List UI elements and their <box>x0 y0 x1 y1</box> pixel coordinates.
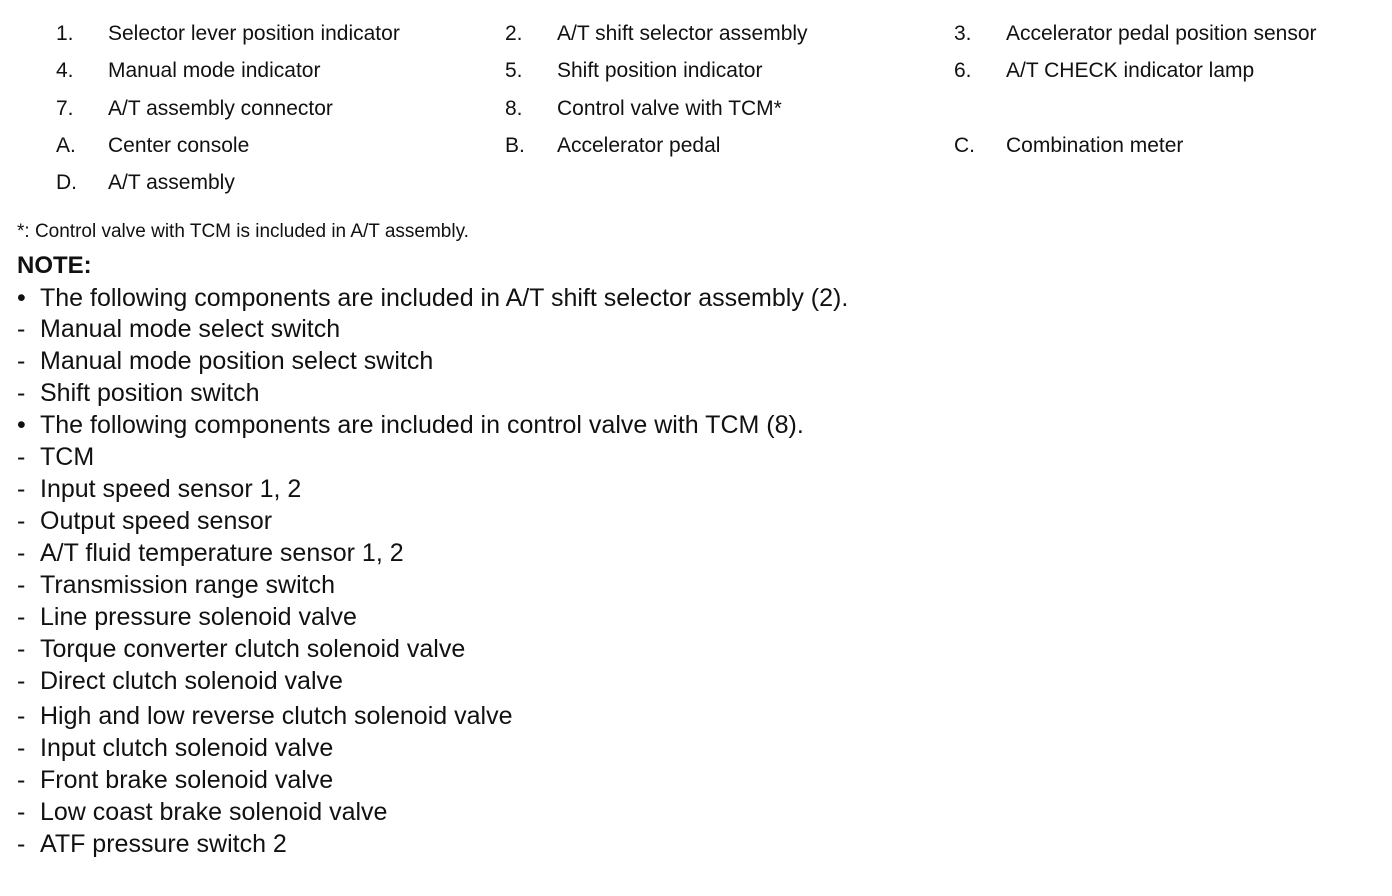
note-text: Shift position switch <box>40 379 260 407</box>
legend-key: 1. <box>56 22 74 45</box>
legend-key: 7. <box>56 97 74 120</box>
note-text: Input clutch solenoid valve <box>40 734 334 762</box>
note-text: The following components are included in control valve with TCM (8). <box>40 411 804 439</box>
legend-key: 8. <box>505 97 523 120</box>
legend-key: 6. <box>954 59 972 82</box>
legend-key: B. <box>505 134 525 157</box>
dash-marker: - <box>17 539 26 567</box>
legend-key: 2. <box>505 22 523 45</box>
note-text: Transmission range switch <box>40 571 336 599</box>
dash-marker: - <box>17 379 26 407</box>
legend-text: A/T assembly connector <box>108 97 333 120</box>
dash-marker: - <box>17 443 26 471</box>
note-text: Output speed sensor <box>40 507 273 535</box>
note-text: Low coast brake solenoid valve <box>40 798 388 826</box>
legend-text: Accelerator pedal position sensor <box>1006 22 1317 45</box>
legend-key: 4. <box>56 59 74 82</box>
dash-marker: - <box>17 347 26 375</box>
note-heading: NOTE: <box>17 252 92 279</box>
note-text: Input speed sensor 1, 2 <box>40 475 302 503</box>
legend-text: Combination meter <box>1006 134 1184 157</box>
note-text: The following components are included in A/T shift selector assembly (2). <box>40 284 849 312</box>
footnote: *: Control valve with TCM is included in A/T assembly. <box>17 221 469 242</box>
legend-text: A/T CHECK indicator lamp <box>1006 59 1255 82</box>
legend-text: Accelerator pedal <box>557 134 721 157</box>
component-legend <box>0 0 1392 205</box>
dash-marker: - <box>17 830 26 858</box>
dash-marker: - <box>17 702 26 730</box>
legend-key: D. <box>56 171 77 194</box>
dash-marker: - <box>17 603 26 631</box>
dash-marker: - <box>17 635 26 663</box>
legend-key: C. <box>954 134 975 157</box>
dash-marker: - <box>17 571 26 599</box>
dash-marker: - <box>17 734 26 762</box>
legend-text: Shift position indicator <box>557 59 763 82</box>
legend-text: Manual mode indicator <box>108 59 321 82</box>
dash-marker: - <box>17 475 26 503</box>
legend-text: Selector lever position indicator <box>108 22 400 45</box>
bullet-marker: • <box>17 411 26 439</box>
note-text: A/T fluid temperature sensor 1, 2 <box>40 539 404 567</box>
note-text: TCM <box>40 443 95 471</box>
dash-marker: - <box>17 766 26 794</box>
legend-text: Control valve with TCM* <box>557 97 782 120</box>
bullet-marker: • <box>17 284 26 312</box>
legend-text: A/T shift selector assembly <box>557 22 808 45</box>
dash-marker: - <box>17 798 26 826</box>
note-text: Torque converter clutch solenoid valve <box>40 635 466 663</box>
note-text: High and low reverse clutch solenoid valve <box>40 702 513 730</box>
legend-text: A/T assembly <box>108 171 235 194</box>
dash-marker: - <box>17 667 26 695</box>
legend-text: Center console <box>108 134 250 157</box>
note-text: Front brake solenoid valve <box>40 766 334 794</box>
note-text: Manual mode position select switch <box>40 347 434 375</box>
note-text: Direct clutch solenoid valve <box>40 667 343 695</box>
dash-marker: - <box>17 315 26 343</box>
legend-key: 3. <box>954 22 972 45</box>
legend-key: 5. <box>505 59 523 82</box>
note-text: Line pressure solenoid valve <box>40 603 357 631</box>
note-text: ATF pressure switch 2 <box>40 830 287 858</box>
note-text: Manual mode select switch <box>40 315 341 343</box>
dash-marker: - <box>17 507 26 535</box>
legend-key: A. <box>56 134 76 157</box>
